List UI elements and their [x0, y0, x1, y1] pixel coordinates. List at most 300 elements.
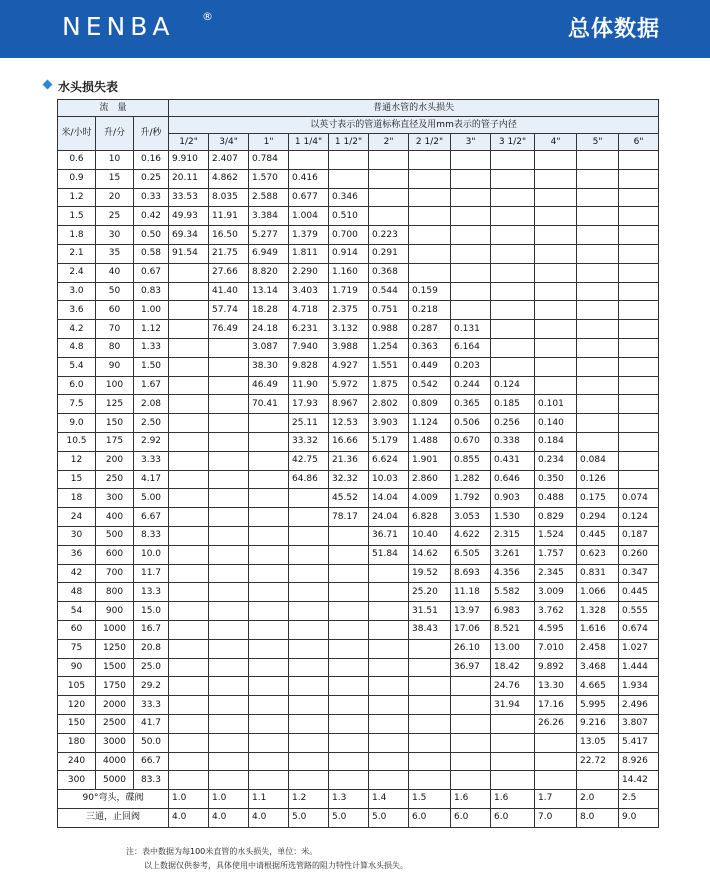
flow-cell: 1250	[96, 639, 134, 658]
loss-cell	[169, 414, 209, 433]
fitting-value-cell: 2.0	[577, 790, 619, 809]
loss-cell	[535, 771, 577, 790]
loss-cell	[329, 526, 369, 545]
loss-cell	[209, 564, 249, 583]
flow-cell: 0.9	[58, 169, 96, 188]
loss-cell: 2.315	[491, 526, 535, 545]
fitting-value-cell: 1.2	[289, 790, 329, 809]
loss-cell	[329, 151, 369, 170]
loss-cell: 12.53	[329, 414, 369, 433]
loss-cell	[209, 677, 249, 696]
flow-cell: 50.0	[134, 733, 169, 752]
loss-cell	[209, 733, 249, 752]
flow-cell: 15	[96, 169, 134, 188]
table-row	[58, 489, 659, 508]
loss-cell: 1.004	[289, 207, 329, 226]
loss-cell	[249, 526, 289, 545]
flow-cell: 10.0	[134, 545, 169, 564]
loss-cell: 0.449	[409, 357, 451, 376]
loss-cell	[169, 526, 209, 545]
loss-cell: 4.009	[409, 489, 451, 508]
loss-cell	[369, 583, 409, 602]
flow-cell: 200	[96, 451, 134, 470]
loss-cell: 0.234	[535, 451, 577, 470]
loss-cell: 0.700	[329, 226, 369, 245]
flow-cell: 300	[96, 489, 134, 508]
loss-cell	[169, 639, 209, 658]
loss-cell	[409, 151, 451, 170]
loss-cell: 22.72	[577, 752, 619, 771]
table-row	[58, 639, 659, 658]
loss-cell: 8.926	[619, 752, 659, 771]
loss-cell	[209, 620, 249, 639]
flow-cell: 60	[96, 301, 134, 320]
loss-cell	[169, 376, 209, 395]
loss-cell	[169, 620, 209, 639]
flow-cell: 10.5	[58, 432, 96, 451]
flow-cell: 0.50	[134, 226, 169, 245]
loss-cell	[289, 489, 329, 508]
flow-cell: 30	[58, 526, 96, 545]
flow-cell: 700	[96, 564, 134, 583]
loss-cell	[577, 338, 619, 357]
table-row	[58, 451, 659, 470]
loss-cell: 8.035	[209, 188, 249, 207]
loss-cell	[369, 207, 409, 226]
loss-cell: 3.132	[329, 320, 369, 339]
fitting-value-cell: 5.0	[369, 808, 409, 827]
loss-cell	[209, 696, 249, 715]
loss-cell: 70.41	[249, 395, 289, 414]
loss-cell	[169, 771, 209, 790]
flow-cell: 90	[96, 357, 134, 376]
loss-cell: 0.124	[619, 508, 659, 527]
loss-cell: 0.416	[289, 169, 329, 188]
loss-cell	[451, 244, 491, 263]
loss-cell: 9.828	[289, 357, 329, 376]
loss-cell: 91.54	[169, 244, 209, 263]
loss-cell	[249, 583, 289, 602]
loss-cell: 7.940	[289, 338, 329, 357]
loss-cell	[491, 320, 535, 339]
flow-cell: 2000	[96, 696, 134, 715]
footnotes	[126, 845, 408, 873]
loss-cell	[249, 658, 289, 677]
loss-cell	[289, 583, 329, 602]
loss-cell	[451, 771, 491, 790]
loss-cell	[619, 470, 659, 489]
loss-cell: 5.582	[491, 583, 535, 602]
loss-cell: 1.328	[577, 602, 619, 621]
flow-cell: 4000	[96, 752, 134, 771]
fitting-value-cell: 9.0	[619, 808, 659, 827]
table-row	[58, 470, 659, 489]
flow-cell: 40	[96, 263, 134, 282]
loss-cell: 33.53	[169, 188, 209, 207]
loss-cell: 1.027	[619, 639, 659, 658]
flow-cell: 0.6	[58, 151, 96, 170]
loss-cell: 69.34	[169, 226, 209, 245]
table-row	[58, 226, 659, 245]
loss-cell: 2.802	[369, 395, 409, 414]
flow-cell: 800	[96, 583, 134, 602]
loss-cell: 1.570	[249, 169, 289, 188]
loss-cell: 31.94	[491, 696, 535, 715]
loss-cell: 0.218	[409, 301, 451, 320]
loss-cell: 2.290	[289, 263, 329, 282]
loss-cell	[249, 639, 289, 658]
flow-cell: 15	[58, 470, 96, 489]
loss-cell	[169, 733, 209, 752]
loss-cell	[209, 376, 249, 395]
flow-cell: 20.8	[134, 639, 169, 658]
loss-cell	[169, 696, 209, 715]
loss-cell	[369, 752, 409, 771]
flow-cell: 35	[96, 244, 134, 263]
flow-cell: 15.0	[134, 602, 169, 621]
fitting-value-cell: 6.0	[409, 808, 451, 827]
loss-cell	[289, 508, 329, 527]
fitting-value-cell: 1.6	[451, 790, 491, 809]
loss-cell	[249, 545, 289, 564]
loss-cell	[209, 357, 249, 376]
flow-cell: 1.5	[58, 207, 96, 226]
flow-cell: 600	[96, 545, 134, 564]
flow-cell: 3.6	[58, 301, 96, 320]
table-row	[58, 282, 659, 301]
loss-cell	[249, 489, 289, 508]
loss-cell: 0.831	[577, 564, 619, 583]
loss-cell: 0.223	[369, 226, 409, 245]
loss-cell: 0.431	[491, 451, 535, 470]
fitting-row	[58, 790, 659, 809]
loss-cell	[619, 357, 659, 376]
loss-cell: 18.28	[249, 301, 289, 320]
loss-cell	[409, 639, 451, 658]
flow-cell: 120	[58, 696, 96, 715]
loss-cell: 38.43	[409, 620, 451, 639]
loss-cell	[209, 714, 249, 733]
flow-cell: 4.8	[58, 338, 96, 357]
loss-cell: 18.42	[491, 658, 535, 677]
table-row	[58, 338, 659, 357]
loss-cell: 3.261	[491, 545, 535, 564]
table-row	[58, 545, 659, 564]
flow-cell: 29.2	[134, 677, 169, 696]
loss-cell	[369, 733, 409, 752]
loss-cell: 5.417	[619, 733, 659, 752]
flow-cell: 175	[96, 432, 134, 451]
flow-cell: 100	[96, 376, 134, 395]
head-loss-table	[57, 99, 659, 828]
loss-cell: 0.291	[369, 244, 409, 263]
loss-cell	[491, 301, 535, 320]
loss-cell	[577, 771, 619, 790]
loss-cell	[209, 508, 249, 527]
loss-cell	[577, 320, 619, 339]
loss-cell	[619, 151, 659, 170]
loss-cell	[491, 714, 535, 733]
loss-cell: 21.36	[329, 451, 369, 470]
loss-cell	[209, 639, 249, 658]
loss-cell: 1.444	[619, 658, 659, 677]
loss-group-header: 普通水管的水头损失	[169, 100, 659, 117]
flow-cell: 30	[96, 226, 134, 245]
loss-cell	[451, 263, 491, 282]
loss-cell	[409, 771, 451, 790]
loss-cell	[169, 320, 209, 339]
loss-cell	[369, 771, 409, 790]
flow-cell: 250	[96, 470, 134, 489]
flow-cell: 0.42	[134, 207, 169, 226]
flow-cell: 4.2	[58, 320, 96, 339]
loss-cell	[289, 526, 329, 545]
flow-cell: 83.3	[134, 771, 169, 790]
loss-cell	[209, 602, 249, 621]
loss-cell	[491, 263, 535, 282]
loss-cell	[289, 677, 329, 696]
loss-cell: 0.623	[577, 545, 619, 564]
loss-cell	[619, 414, 659, 433]
loss-cell: 20.11	[169, 169, 209, 188]
loss-cell: 0.488	[535, 489, 577, 508]
loss-cell	[249, 752, 289, 771]
loss-cell: 1.934	[619, 677, 659, 696]
pipe-size-header: 4"	[535, 134, 577, 151]
loss-cell: 2.588	[249, 188, 289, 207]
loss-cell: 3.762	[535, 602, 577, 621]
loss-cell	[329, 169, 369, 188]
loss-cell: 1.282	[451, 470, 491, 489]
loss-cell: 3.468	[577, 658, 619, 677]
loss-cell	[169, 658, 209, 677]
bullet-diamond-icon	[43, 80, 53, 90]
flow-cell: 500	[96, 526, 134, 545]
loss-cell	[209, 658, 249, 677]
table-row	[58, 263, 659, 282]
table-row	[58, 752, 659, 771]
loss-cell	[289, 602, 329, 621]
loss-cell	[535, 752, 577, 771]
loss-cell: 8.521	[491, 620, 535, 639]
loss-cell: 24.18	[249, 320, 289, 339]
loss-cell	[289, 658, 329, 677]
loss-cell	[491, 151, 535, 170]
loss-cell	[289, 733, 329, 752]
loss-cell: 0.506	[451, 414, 491, 433]
fitting-value-cell: 1.0	[169, 790, 209, 809]
pipe-size-header: 5"	[577, 134, 619, 151]
loss-cell: 0.260	[619, 545, 659, 564]
loss-cell	[329, 545, 369, 564]
loss-cell	[577, 395, 619, 414]
flow-cell: 150	[58, 714, 96, 733]
loss-cell	[451, 169, 491, 188]
loss-cell	[169, 545, 209, 564]
loss-cell: 3.053	[451, 508, 491, 527]
flow-cell: 20	[96, 188, 134, 207]
loss-cell	[329, 677, 369, 696]
loss-cell	[209, 432, 249, 451]
loss-cell	[369, 677, 409, 696]
footnote-reference: 以上数据仅供参考，具体使用中请根据所选管路的阻力特性计算水头损失。	[144, 861, 408, 870]
pipe-size-header: 2 1/2"	[409, 134, 451, 151]
flow-header-m3h: 米/小时	[58, 117, 96, 151]
flow-cell: 0.33	[134, 188, 169, 207]
loss-cell: 24.76	[491, 677, 535, 696]
loss-cell: 0.346	[329, 188, 369, 207]
loss-cell	[169, 677, 209, 696]
loss-cell	[169, 602, 209, 621]
loss-cell: 0.131	[451, 320, 491, 339]
loss-cell	[249, 714, 289, 733]
loss-cell: 33.32	[289, 432, 329, 451]
loss-cell: 4.862	[209, 169, 249, 188]
loss-cell: 4.665	[577, 677, 619, 696]
loss-cell: 0.101	[535, 395, 577, 414]
loss-cell	[249, 470, 289, 489]
loss-cell: 0.510	[329, 207, 369, 226]
flow-cell: 4.17	[134, 470, 169, 489]
loss-cell: 2.458	[577, 639, 619, 658]
loss-cell	[329, 733, 369, 752]
loss-cell	[249, 696, 289, 715]
loss-cell	[535, 151, 577, 170]
loss-cell: 9.910	[169, 151, 209, 170]
loss-cell: 4.595	[535, 620, 577, 639]
loss-cell	[209, 752, 249, 771]
loss-cell: 45.52	[329, 489, 369, 508]
loss-cell: 36.71	[369, 526, 409, 545]
loss-cell: 19.52	[409, 564, 451, 583]
loss-cell	[409, 696, 451, 715]
loss-cell	[491, 226, 535, 245]
flow-cell: 0.25	[134, 169, 169, 188]
loss-cell: 76.49	[209, 320, 249, 339]
loss-cell	[169, 282, 209, 301]
loss-cell	[577, 301, 619, 320]
loss-cell	[289, 151, 329, 170]
flow-cell: 3.33	[134, 451, 169, 470]
loss-cell: 0.544	[369, 282, 409, 301]
loss-cell: 0.185	[491, 395, 535, 414]
flow-cell: 0.16	[134, 151, 169, 170]
loss-cell: 49.93	[169, 207, 209, 226]
table-row	[58, 677, 659, 696]
loss-cell	[409, 226, 451, 245]
loss-cell: 3.807	[619, 714, 659, 733]
table-row	[58, 207, 659, 226]
loss-cell	[169, 451, 209, 470]
flow-cell: 80	[96, 338, 134, 357]
pipe-size-header: 1/2"	[169, 134, 209, 151]
table-row	[58, 564, 659, 583]
loss-cell: 0.542	[409, 376, 451, 395]
loss-cell: 16.66	[329, 432, 369, 451]
loss-cell	[619, 169, 659, 188]
loss-cell	[169, 263, 209, 282]
loss-cell	[289, 696, 329, 715]
loss-cell: 0.184	[535, 432, 577, 451]
loss-cell	[329, 564, 369, 583]
loss-cell	[169, 489, 209, 508]
loss-cell: 1.811	[289, 244, 329, 263]
flow-cell: 240	[58, 752, 96, 771]
flow-cell: 5.4	[58, 357, 96, 376]
loss-cell	[409, 263, 451, 282]
fitting-value-cell: 1.7	[535, 790, 577, 809]
loss-cell: 27.66	[209, 263, 249, 282]
loss-cell	[369, 602, 409, 621]
loss-cell	[535, 263, 577, 282]
loss-cell	[409, 752, 451, 771]
flow-cell: 12	[58, 451, 96, 470]
flow-cell: 125	[96, 395, 134, 414]
loss-cell: 1.066	[577, 583, 619, 602]
loss-cell	[619, 244, 659, 263]
loss-cell: 25.20	[409, 583, 451, 602]
flow-cell: 2.1	[58, 244, 96, 263]
loss-cell	[619, 207, 659, 226]
fitting-value-cell: 5.0	[329, 808, 369, 827]
loss-cell	[289, 714, 329, 733]
loss-cell: 0.159	[409, 282, 451, 301]
loss-cell	[249, 771, 289, 790]
loss-cell: 3.087	[249, 338, 289, 357]
section-title: 水头损失表	[58, 80, 119, 94]
loss-cell	[535, 226, 577, 245]
flow-cell: 1.8	[58, 226, 96, 245]
table-row	[58, 244, 659, 263]
flow-cell: 1000	[96, 620, 134, 639]
flow-cell: 1.50	[134, 357, 169, 376]
loss-cell	[577, 414, 619, 433]
loss-cell: 25.11	[289, 414, 329, 433]
table-row	[58, 714, 659, 733]
loss-cell	[209, 545, 249, 564]
loss-cell	[451, 226, 491, 245]
loss-cell: 3.903	[369, 414, 409, 433]
loss-cell: 0.646	[491, 470, 535, 489]
flow-cell: 10	[96, 151, 134, 170]
table-row	[58, 658, 659, 677]
loss-cell: 2.496	[619, 696, 659, 715]
flow-cell: 75	[58, 639, 96, 658]
loss-cell	[209, 771, 249, 790]
flow-cell: 5.00	[134, 489, 169, 508]
loss-cell	[577, 169, 619, 188]
loss-cell: 57.74	[209, 301, 249, 320]
loss-cell: 0.855	[451, 451, 491, 470]
loss-cell: 26.10	[451, 639, 491, 658]
loss-cell	[369, 639, 409, 658]
table-row	[58, 320, 659, 339]
loss-cell: 46.49	[249, 376, 289, 395]
loss-cell: 1.757	[535, 545, 577, 564]
flow-cell: 48	[58, 583, 96, 602]
fitting-value-cell: 7.0	[535, 808, 577, 827]
loss-cell	[369, 188, 409, 207]
loss-cell	[577, 357, 619, 376]
footnote-unit: 注：表中数据为每100米直管的水头损失，单位：米。	[126, 847, 318, 856]
flow-cell: 3000	[96, 733, 134, 752]
pipe-size-header: 6"	[619, 134, 659, 151]
loss-cell	[451, 282, 491, 301]
loss-cell	[169, 508, 209, 527]
loss-cell	[577, 226, 619, 245]
fitting-value-cell: 4.0	[209, 808, 249, 827]
loss-cell: 1.524	[535, 526, 577, 545]
